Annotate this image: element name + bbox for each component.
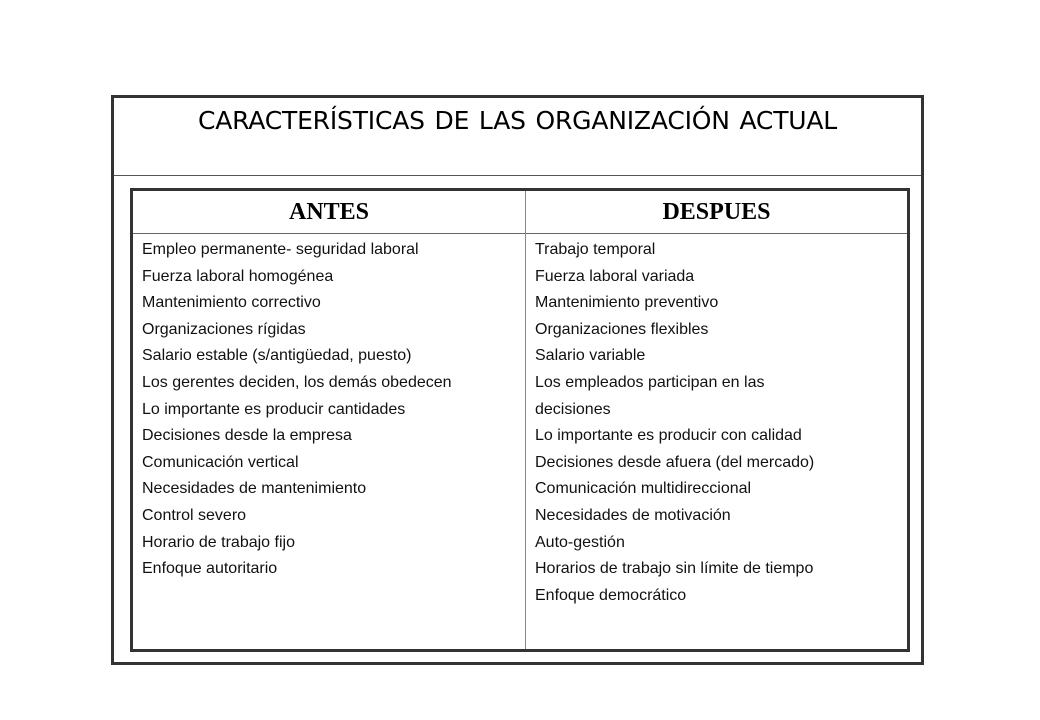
despues-list xyxy=(535,237,905,609)
list-item: Lo importante es producir con calidad xyxy=(535,427,802,445)
list-item: Salario variable xyxy=(535,347,646,365)
list-item: Horarios de trabajo sin límite de tiempo xyxy=(535,560,814,578)
list-item: Mantenimiento preventivo xyxy=(535,294,719,312)
list-item: Decisiones desde la empresa xyxy=(142,427,352,445)
title-section xyxy=(114,98,921,176)
list-item: Enfoque autoritario xyxy=(142,560,278,578)
antes-list xyxy=(142,237,517,583)
list-item: Salario estable (s/antigüedad, puesto) xyxy=(142,347,412,365)
list-item: Enfoque democrático xyxy=(535,586,687,604)
list-item: Organizaciones flexibles xyxy=(535,320,709,338)
table-header-row xyxy=(133,191,907,234)
list-item: Mantenimiento correctivo xyxy=(142,294,321,312)
list-item: Los gerentes deciden, los demás obedecen xyxy=(142,373,452,391)
list-item: Fuerza laboral homogénea xyxy=(142,267,334,285)
header-antes: ANTES xyxy=(288,199,370,225)
header-despues: DESPUES xyxy=(662,199,771,225)
list-item: Comunicación multidireccional xyxy=(535,480,752,498)
column-divider xyxy=(525,191,526,649)
comparison-table xyxy=(130,188,910,652)
list-item: Trabajo temporal xyxy=(535,241,656,258)
page-title: CARACTERÍSTICAS DE LAS ORGANIZACIÓN ACTUAL xyxy=(197,106,837,135)
slide-frame xyxy=(111,95,924,665)
list-item: Decisiones desde afuera (del mercado) xyxy=(535,453,815,471)
list-item: Los empleados participan en las decisiones xyxy=(535,373,765,418)
list-item: Comunicación vertical xyxy=(142,453,299,471)
list-item: Horario de trabajo fijo xyxy=(142,533,295,551)
list-item: Organizaciones rígidas xyxy=(142,320,306,338)
list-item: Lo importante es producir cantidades xyxy=(142,400,406,418)
list-item: Auto-gestión xyxy=(535,533,625,551)
list-item: Control severo xyxy=(142,506,247,524)
list-item: Necesidades de mantenimiento xyxy=(142,480,367,498)
list-item: Fuerza laboral variada xyxy=(535,267,695,285)
list-item: Necesidades de motivación xyxy=(535,506,731,524)
list-item: Empleo permanente- seguridad laboral xyxy=(142,241,419,258)
